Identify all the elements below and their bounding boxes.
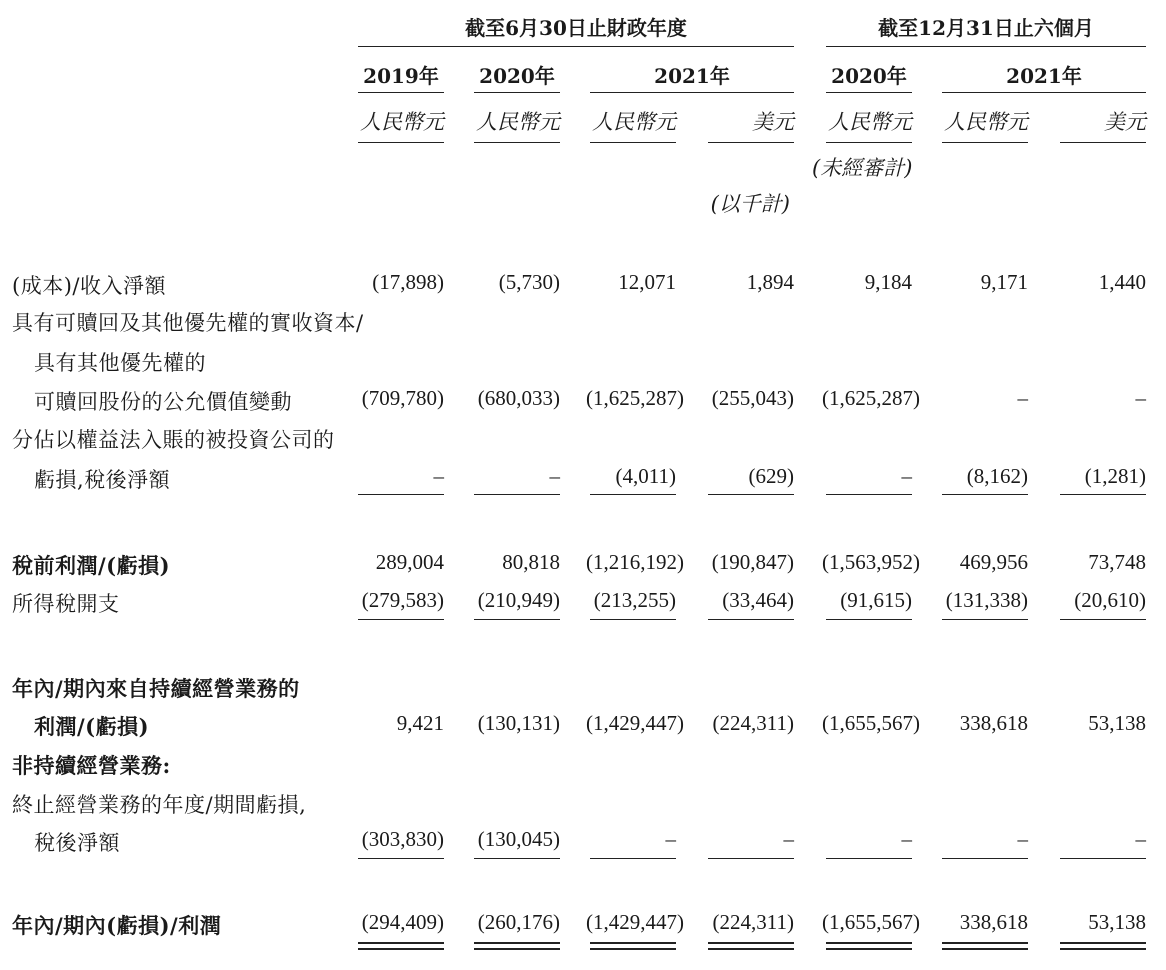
label-discontinued-loss-line1: 終止經營業務的年度/期間虧損,: [12, 793, 307, 817]
cell-r0-c2: 12,071: [618, 270, 676, 294]
currency-col6: 人民幣元: [944, 110, 1028, 134]
total-double-rule-c4: [826, 942, 912, 950]
unaudited-note: (未經審計): [812, 156, 913, 180]
cell-r8-c3: (224,311): [712, 910, 794, 934]
cell-r0-c4: 9,184: [864, 270, 912, 294]
cell-r7-c0: (303,830): [361, 827, 444, 851]
cell-r4-c3: (33,464): [722, 588, 794, 612]
total-double-rule-c3: [708, 942, 794, 950]
cell-r2-c0: –: [433, 464, 444, 488]
total-double-rule-c1: [474, 942, 560, 950]
cell-r8-c0: (294,409): [361, 910, 444, 934]
cell-r7-c2: –: [665, 827, 676, 851]
cell-r0-c5: 9,171: [980, 270, 1028, 294]
cell-r5-c5: 338,618: [959, 711, 1028, 735]
label-net-profit-loss: 年內/期內(虧損)/利潤: [12, 913, 222, 938]
total-double-rule-c5: [942, 942, 1028, 950]
currency-col4: 美元: [752, 110, 794, 134]
cell-r2-c4: –: [901, 464, 912, 488]
currency-col3-rule: [590, 142, 676, 143]
label-fv-change-line1: 具有可贖回及其他優先權的實收資本/: [12, 311, 364, 335]
subtotal-rule-0-c4: [826, 494, 912, 495]
subtotal-rule-1-c3: [708, 619, 794, 620]
subtotal-rule-1-c2: [590, 619, 676, 620]
label-net-revenue: (成本)/收入淨額: [12, 274, 166, 298]
cell-r2-c6: (1,281): [1084, 464, 1146, 488]
cell-r2-c2: (4,011): [615, 464, 676, 488]
subtotal-rule-0-c1: [474, 494, 560, 495]
year-2021-6m: 2021年: [1006, 64, 1082, 88]
cell-r1-c4: (1,625,287): [822, 386, 920, 410]
label-equity-loss-line1: 分佔以權益法入賬的被投資公司的: [12, 428, 335, 452]
cell-r3-c1: 80,818: [502, 550, 560, 574]
cell-r0-c1: (5,730): [498, 270, 560, 294]
cell-r8-c6: 53,138: [1088, 910, 1146, 934]
year-2020: 2020年: [479, 64, 555, 88]
label-profit-before-tax: 稅前利潤/(虧損): [12, 553, 171, 578]
year-2019: 2019年: [363, 64, 439, 88]
cell-r4-c6: (20,610): [1074, 588, 1146, 612]
subtotal-rule-2-c4: [826, 858, 912, 859]
cell-r5-c0: 9,421: [396, 711, 444, 735]
currency-col5-rule: [826, 142, 912, 143]
currency-col3: 人民幣元: [592, 110, 676, 134]
cell-r1-c3: (255,043): [711, 386, 794, 410]
total-double-rule-c6: [1060, 942, 1146, 950]
cell-r4-c1: (210,949): [477, 588, 560, 612]
label-discontinued-loss-line2: 稅後淨額: [34, 831, 120, 855]
cell-r1-c2: (1,625,287): [586, 386, 684, 410]
cell-r3-c5: 469,956: [959, 550, 1028, 574]
cell-r3-c2: (1,216,192): [586, 550, 684, 574]
header-group-six-months: 截至12月31日止六個月: [878, 16, 1094, 40]
cell-r0-c0: (17,898): [372, 270, 444, 294]
cell-r2-c1: –: [549, 464, 560, 488]
year-2021-6m-rule: [942, 92, 1146, 93]
subtotal-rule-0-c6: [1060, 494, 1146, 495]
cell-r2-c3: (629): [748, 464, 794, 488]
cell-r1-c6: –: [1135, 386, 1146, 410]
cell-r5-c1: (130,131): [477, 711, 560, 735]
header-group-fiscal-year-rule: [358, 46, 794, 47]
currency-col2: 人民幣元: [476, 110, 560, 134]
cell-r4-c5: (131,338): [945, 588, 1028, 612]
cell-r0-c6: 1,440: [1098, 270, 1146, 294]
year-2020-6m: 2020年: [831, 64, 907, 88]
cell-r7-c3: –: [783, 827, 794, 851]
header-group-fiscal-year: 截至6月30日止財政年度: [465, 16, 687, 40]
label-continuing-ops-line1: 年內/期內來自持續經營業務的: [12, 676, 300, 701]
cell-r8-c1: (260,176): [477, 910, 560, 934]
cell-r3-c6: 73,748: [1088, 550, 1146, 574]
cell-r1-c5: –: [1017, 386, 1028, 410]
cell-r3-c0: 289,004: [375, 550, 444, 574]
subtotal-rule-1-c6: [1060, 619, 1146, 620]
subtotal-rule-2-c0: [358, 858, 444, 859]
cell-r7-c6: –: [1135, 827, 1146, 851]
cell-r0-c3: 1,894: [746, 270, 794, 294]
currency-col1: 人民幣元: [360, 110, 444, 134]
cell-r2-c5: (8,162): [966, 464, 1028, 488]
cell-r5-c3: (224,311): [712, 711, 794, 735]
subtotal-rule-2-c2: [590, 858, 676, 859]
currency-col4-rule: [708, 142, 794, 143]
label-fv-change-line2: 具有其他優先權的: [34, 351, 206, 375]
label-income-tax: 所得稅開支: [12, 592, 120, 616]
total-double-rule-c2: [590, 942, 676, 950]
subtotal-rule-1-c1: [474, 619, 560, 620]
cell-r5-c2: (1,429,447): [586, 711, 684, 735]
cell-r8-c2: (1,429,447): [586, 910, 684, 934]
subtotal-rule-2-c5: [942, 858, 1028, 859]
label-discontinued-ops: 非持續經營業務:: [12, 753, 171, 778]
currency-col2-rule: [474, 142, 560, 143]
cell-r1-c1: (680,033): [477, 386, 560, 410]
year-2021-fy: 2021年: [654, 64, 730, 88]
label-equity-loss-line2: 虧損,稅後淨額: [34, 468, 171, 492]
subtotal-rule-1-c4: [826, 619, 912, 620]
cell-r7-c5: –: [1017, 827, 1028, 851]
currency-col5: 人民幣元: [828, 110, 912, 134]
subtotal-rule-0-c0: [358, 494, 444, 495]
cell-r7-c4: –: [901, 827, 912, 851]
cell-r3-c3: (190,847): [711, 550, 794, 574]
currency-col7: 美元: [1104, 110, 1146, 134]
cell-r4-c4: (91,615): [840, 588, 912, 612]
subtotal-rule-0-c2: [590, 494, 676, 495]
cell-r3-c4: (1,563,952): [822, 550, 920, 574]
currency-col1-rule: [358, 142, 444, 143]
subtotal-rule-2-c6: [1060, 858, 1146, 859]
header-group-six-months-rule: [826, 46, 1146, 47]
currency-col6-rule: [942, 142, 1028, 143]
cell-r5-c4: (1,655,567): [822, 711, 920, 735]
year-2020-rule: [474, 92, 560, 93]
year-2021-fy-rule: [590, 92, 794, 93]
cell-r4-c0: (279,583): [361, 588, 444, 612]
cell-r1-c0: (709,780): [361, 386, 444, 410]
year-2019-rule: [358, 92, 444, 93]
cell-r4-c2: (213,255): [593, 588, 676, 612]
subtotal-rule-1-c0: [358, 619, 444, 620]
cell-r7-c1: (130,045): [477, 827, 560, 851]
year-2020-6m-rule: [826, 92, 912, 93]
cell-r8-c5: 338,618: [959, 910, 1028, 934]
subtotal-rule-0-c5: [942, 494, 1028, 495]
cell-r8-c4: (1,655,567): [822, 910, 920, 934]
label-continuing-ops-line2: 利潤/(虧損): [34, 714, 150, 739]
subtotal-rule-2-c1: [474, 858, 560, 859]
total-double-rule-c0: [358, 942, 444, 950]
thousands-note: (以千計): [710, 192, 790, 216]
subtotal-rule-2-c3: [708, 858, 794, 859]
subtotal-rule-0-c3: [708, 494, 794, 495]
subtotal-rule-1-c5: [942, 619, 1028, 620]
cell-r5-c6: 53,138: [1088, 711, 1146, 735]
currency-col7-rule: [1060, 142, 1146, 143]
label-fv-change-line3: 可贖回股份的公允價值變動: [34, 390, 292, 414]
